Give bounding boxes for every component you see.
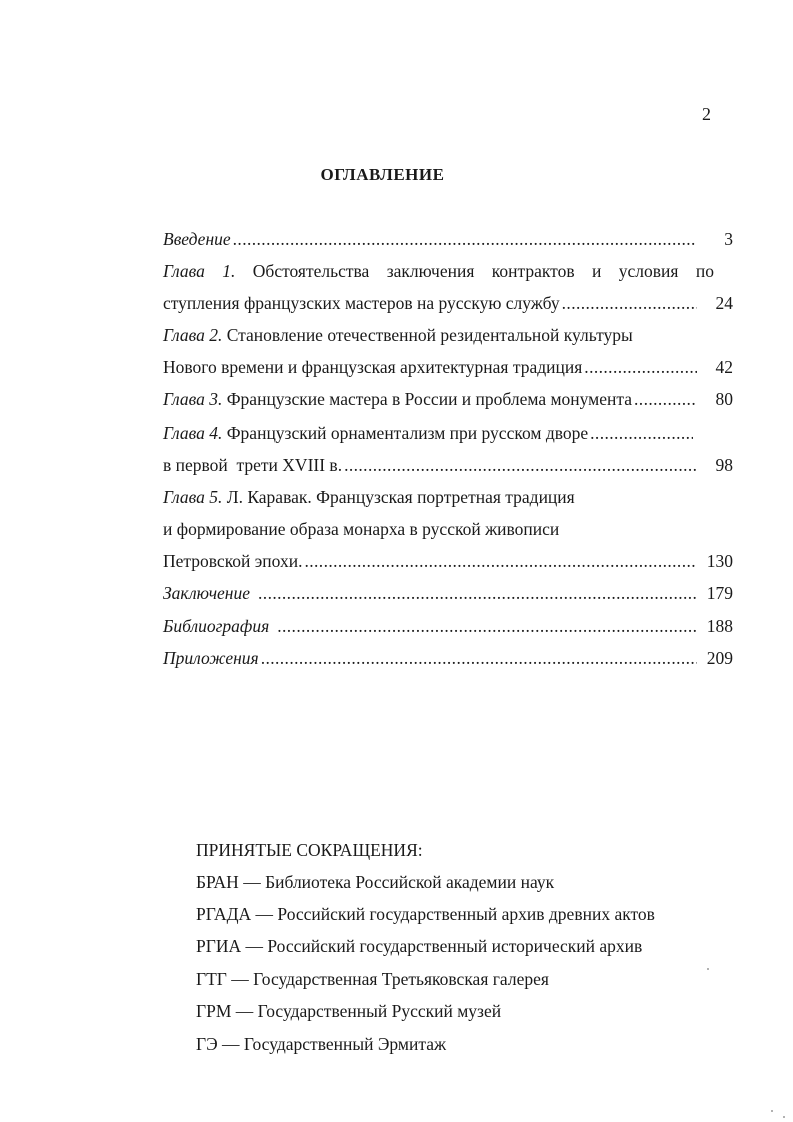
- toc-intro-page: 3: [724, 229, 733, 249]
- toc-entry-ch3: [163, 387, 733, 411]
- toc-ch5-prefix: Глава 5.: [163, 487, 223, 507]
- toc-ch5-title-line2: и формирование образа монарха в русской живописи: [163, 519, 560, 539]
- toc-ch5-title-line3: Петровской эпохи.: [163, 551, 303, 571]
- toc-ch5-title-line1: Л. Каравак. Французская портретная традиция: [226, 487, 575, 507]
- toc-appendices-page: 209: [706, 648, 733, 668]
- toc-intro-label: Введение: [163, 229, 231, 249]
- scan-speck: [707, 968, 709, 970]
- abbreviation-item: РГАДА — Российский государственный архив древних актов: [196, 904, 655, 924]
- toc-entry-ch5-line2: [163, 517, 733, 541]
- toc-ch1-page: 24: [715, 293, 733, 313]
- toc-leader-dots: [344, 453, 697, 477]
- toc-ch4-title-line2: в первой трети XVIII в.: [163, 455, 343, 475]
- page-number: 2: [702, 104, 711, 124]
- toc-ch2-title-line2: Нового времени и французская архитектурная традиция: [163, 357, 583, 377]
- abbreviation-item: ГТГ — Государственная Третьяковская галерея: [196, 969, 549, 989]
- toc-leader-dots: [634, 387, 697, 411]
- toc-ch2-title-line1: Становление отечественной резидентальной культуры: [226, 325, 633, 345]
- toc-leader-dots: [584, 355, 697, 379]
- toc-ch2-page: 42: [715, 357, 733, 377]
- toc-leader-dots: [304, 549, 697, 573]
- toc-conclusion-label: Заключение: [163, 583, 251, 603]
- abbreviation-item: ГЭ — Государственный Эрмитаж: [196, 1034, 447, 1054]
- toc-ch4-prefix: Глава 4.: [163, 423, 223, 443]
- toc-entry-ch1-line1: [163, 259, 714, 283]
- abbreviation-item: ГРМ — Государственный Русский музей: [196, 1001, 502, 1021]
- toc-entry-intro: [163, 227, 733, 251]
- toc-leader-dots: [258, 581, 697, 605]
- toc-leader-dots: [277, 614, 697, 638]
- toc-entry-ch5-line1: [163, 485, 733, 509]
- toc-entry-ch4-line2: [163, 453, 733, 477]
- abbreviations-title: ПРИНЯТЫЕ СОКРАЩЕНИЯ:: [196, 840, 423, 860]
- toc-ch3-page: 80: [715, 389, 733, 409]
- toc-title: ОГЛАВЛЕНИЕ: [320, 165, 445, 184]
- toc-entry-appendices: [163, 646, 733, 670]
- toc-ch3-prefix: Глава 3.: [163, 389, 223, 409]
- toc-ch1-title-line1: Обстоятельства заключения контрактов и условия по: [252, 261, 714, 281]
- toc-ch5-page: 130: [706, 551, 733, 571]
- toc-ch1-prefix: Глава 1.: [163, 261, 236, 281]
- toc-appendices-label: Приложения: [163, 648, 259, 668]
- toc-conclusion-page: 179: [706, 583, 733, 603]
- toc-entry-ch4-line1: [163, 421, 693, 445]
- toc-leader-dots: [562, 291, 697, 315]
- toc-entry-ch1-line2: [163, 291, 733, 315]
- abbreviation-item: БРАН — Библиотека Российской академии наук: [196, 872, 555, 892]
- abbreviation-item: РГИА — Российский государственный исторический архив: [196, 936, 643, 956]
- toc-ch3-title: Французские мастера в России и проблема монумента: [226, 389, 633, 409]
- toc-ch1-title-line2: ступления французских мастеров на русскую службу: [163, 293, 560, 313]
- toc-entry-ch2-line2: [163, 355, 733, 379]
- toc-leader-dots: [590, 421, 693, 445]
- toc-ch4-title-line1: Французский орнаментализм при русском дворе: [226, 423, 589, 443]
- toc-bibliography-label: Библиография: [163, 616, 270, 636]
- toc-leader-dots: [233, 227, 697, 251]
- toc-bibliography-page: 188: [706, 616, 733, 636]
- scan-speck: [783, 1116, 785, 1118]
- toc-ch2-prefix: Глава 2.: [163, 325, 223, 345]
- toc-entry-bibliography: [163, 614, 733, 638]
- toc-entry-conclusion: [163, 581, 733, 605]
- toc-leader-dots: [261, 646, 697, 670]
- toc-ch4-page: 98: [715, 455, 733, 475]
- toc-entry-ch5-line3: [163, 549, 733, 573]
- scan-speck: [771, 1110, 773, 1112]
- toc-entry-ch2-line1: [163, 323, 733, 347]
